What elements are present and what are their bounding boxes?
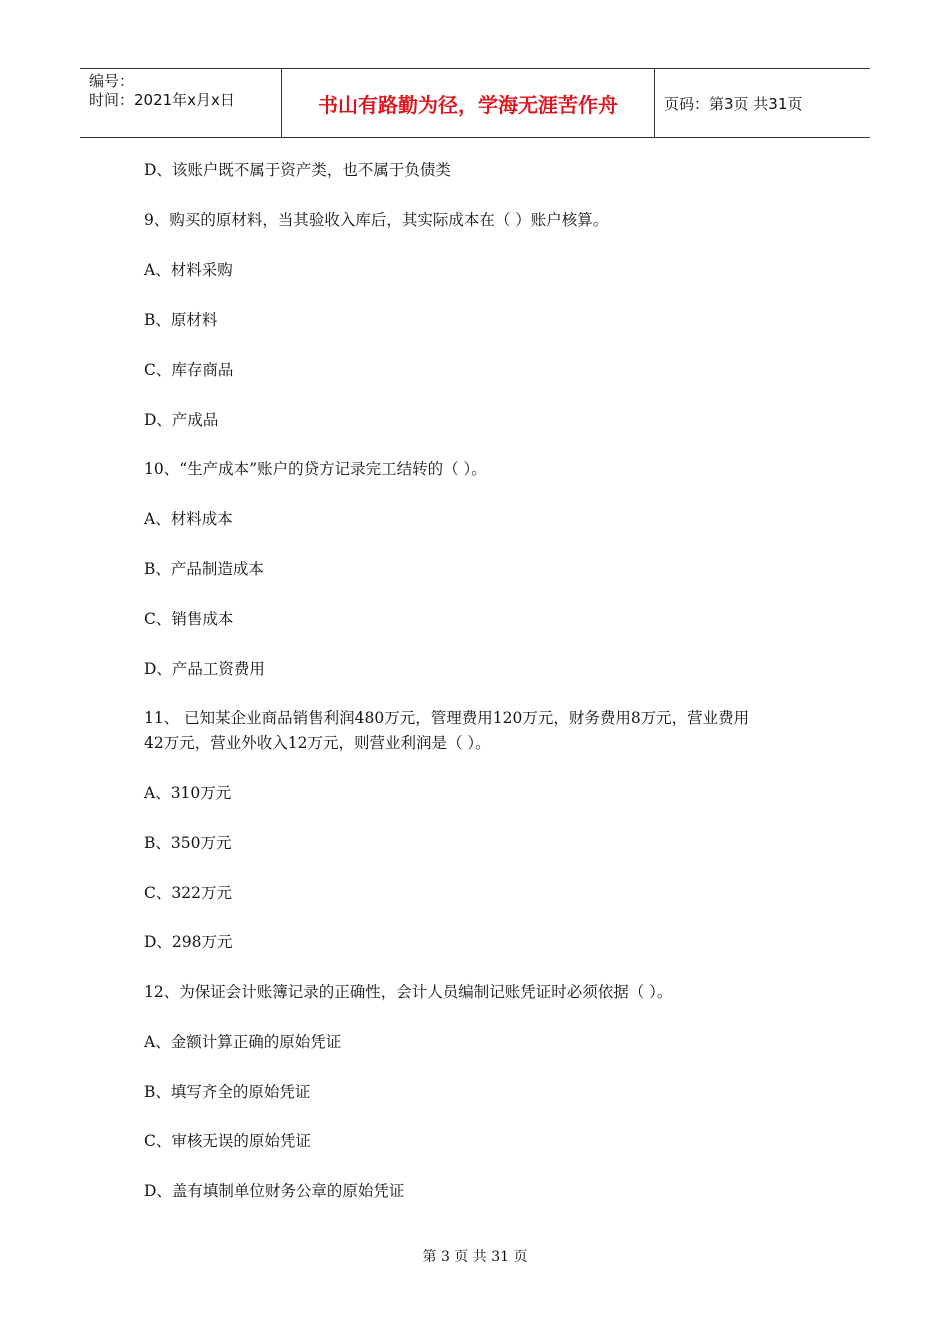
question-line: 11、 已知某企业商品销售利润480万元，管理费用120万元，财务费用8万元，营业费用	[144, 709, 750, 727]
option-line: D、298万元	[144, 933, 233, 951]
option-line: C、322万元	[144, 884, 232, 902]
option-line: D、产成品	[144, 411, 219, 429]
header-meta	[89, 72, 235, 110]
option-line: B、产品制造成本	[144, 560, 264, 578]
option-line: A、材料采购	[144, 261, 233, 279]
option-line: B、填写齐全的原始凭证	[144, 1083, 311, 1101]
option-line: D、该账户既不属于资产类，也不属于负债类	[144, 161, 451, 179]
option-line: A、310万元	[144, 784, 232, 802]
option-line: B、350万元	[144, 834, 232, 852]
option-line: D、产品工资费用	[144, 660, 265, 678]
option-line: B、原材料	[144, 311, 218, 329]
page-footer: 第 3 页 共 31 页	[422, 1249, 528, 1265]
number-label: 编号：	[89, 72, 135, 90]
option-line: C、审核无误的原始凭证	[144, 1132, 311, 1150]
page-header	[80, 68, 870, 138]
option-line: A、材料成本	[144, 510, 233, 528]
question-line: 10、“生产成本”账户的贷方记录完工结转的（ ）。	[144, 460, 487, 478]
option-line: C、库存商品	[144, 361, 234, 379]
header-page-info: 页码：第3页 共31页	[664, 94, 803, 113]
question-line: 9、购买的原材料，当其验收入库后，其实际成本在（ ）账户核算。	[144, 211, 609, 229]
question-line: 42万元，营业外收入12万元，则营业利润是（ ）。	[144, 734, 491, 752]
option-line: C、销售成本	[144, 610, 234, 628]
header-divider	[654, 69, 655, 137]
header-motto: 书山有路勤为径，学海无涯苦作舟	[318, 92, 618, 117]
option-line: D、盖有填制单位财务公章的原始凭证	[144, 1182, 405, 1200]
time-label: 时间：2021年x月x日	[89, 91, 235, 109]
question-line: 12、为保证会计账簿记录的正确性，会计人员编制记账凭证时必须依据（ ）。	[144, 983, 673, 1001]
option-line: A、金额计算正确的原始凭证	[144, 1033, 342, 1051]
